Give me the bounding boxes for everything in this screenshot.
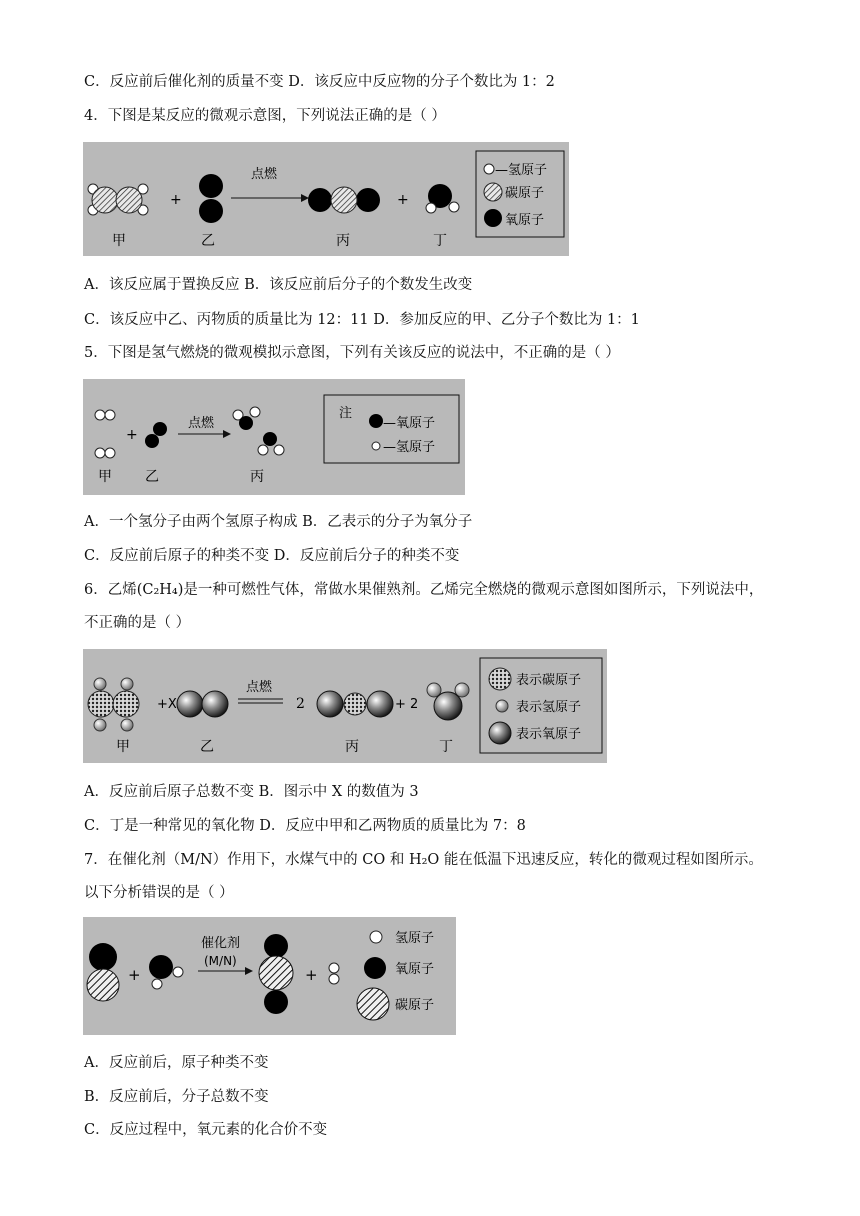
catalyst-label: 催化剂	[201, 936, 241, 951]
svg-text:—氧原子: —氧原子	[383, 416, 436, 431]
molecule-jia	[88, 184, 148, 215]
q5-reaction-figure	[83, 379, 465, 495]
plus-2: +	[305, 966, 318, 984]
label-jia: 甲	[112, 233, 126, 249]
label-yi: 乙	[201, 233, 215, 249]
molecule-jia	[88, 678, 139, 731]
legend	[480, 658, 602, 753]
molecule-bing	[308, 187, 380, 213]
molecule-bing	[233, 407, 284, 455]
svg-text:表示碳原子: 表示碳原子	[516, 673, 582, 688]
molecule-yi	[177, 691, 228, 717]
legend	[357, 931, 434, 1020]
q7-stem-line2: 以下分析错误的是（ ）	[84, 885, 234, 901]
reaction-condition: 点燃	[188, 416, 215, 431]
q4-options-cd: C．该反应中乙、丙物质的质量比为 12：11 D．参加反应的甲、乙分子个数比为 1：1	[84, 312, 640, 328]
q6-options-cd: C．丁是一种常见的氧化物 D．反应中甲和乙两物质的质量比为 7：8	[84, 818, 526, 834]
molecule-bing	[317, 691, 393, 717]
svg-text:氢原子: 氢原子	[395, 931, 435, 946]
q6-reaction-figure	[83, 649, 607, 763]
label-ding: 丁	[439, 739, 453, 755]
q7-option-c: C．反应过程中，氧元素的化合价不变	[84, 1122, 328, 1138]
q7-reaction-figure	[83, 917, 456, 1035]
svg-text:氧原子: 氧原子	[505, 213, 545, 228]
q4-stem: 4．下图是某反应的微观示意图，下列说法正确的是（ ）	[84, 108, 446, 124]
q4-options-ab: A．该反应属于置换反应 B．该反应前后分子的个数发生改变	[84, 277, 473, 293]
svg-text:氧原子: 氧原子	[395, 962, 435, 977]
svg-text:注: 注	[339, 406, 353, 421]
catalyst-formula: (M/N)	[204, 954, 237, 968]
molecule-co	[87, 943, 119, 1001]
molecule-h2o	[149, 955, 183, 989]
molecule-ding	[427, 683, 469, 720]
q6-stem-line2: 不正确的是（ ）	[84, 615, 191, 631]
molecule-yi	[145, 422, 167, 448]
molecule-yi	[199, 174, 223, 223]
coefficient-ding: + 2	[395, 697, 419, 712]
svg-text:碳原子: 碳原子	[395, 998, 435, 1013]
svg-text:—氢原子: —氢原子	[495, 163, 548, 178]
coefficient-bing: 2	[296, 696, 305, 712]
q7-stem-line1: 7．在催化剂（M/N）作用下，水煤气中的 CO 和 H₂O 能在低温下迅速反应，转化的微观过程如图所示。	[84, 852, 763, 868]
svg-text:表示氧原子: 表示氧原子	[516, 727, 582, 742]
q4-reaction-figure	[83, 142, 569, 256]
molecule-h2	[329, 963, 339, 984]
plus-2: +	[397, 192, 409, 208]
molecule-jia	[95, 410, 115, 458]
q5-stem: 5．下图是氢气燃烧的微观模拟示意图，下列有关该反应的说法中，不正确的是（ ）	[84, 345, 620, 361]
label-yi: 乙	[145, 469, 159, 485]
molecule-ding	[426, 184, 459, 213]
svg-text:表示氢原子: 表示氢原子	[516, 700, 582, 715]
q6-stem-line1: 6．乙烯(C₂H₄)是一种可燃性气体，常做水果催熟剂。乙烯完全燃烧的微观示意图如图所示，下列说法中，	[84, 582, 764, 598]
label-jia: 甲	[98, 469, 112, 485]
reaction-condition: 点燃	[251, 167, 278, 182]
label-yi: 乙	[200, 739, 214, 755]
q5-options-ab: A．一个氢分子由两个氢原子构成 B．乙表示的分子为氧分子	[84, 514, 473, 530]
plus: +	[126, 427, 138, 443]
svg-text:—氢原子: —氢原子	[383, 440, 436, 455]
q7-option-a: A．反应前后，原子种类不变	[84, 1055, 269, 1071]
label-jia: 甲	[116, 739, 130, 755]
molecule-co2	[259, 934, 293, 1014]
plus-1: +	[170, 192, 182, 208]
svg-text:碳原子: 碳原子	[505, 186, 545, 201]
label-bing: 丙	[336, 233, 350, 249]
q7-option-b: B．反应前后，分子总数不变	[84, 1089, 269, 1105]
legend	[476, 151, 564, 237]
label-bing: 丙	[250, 469, 264, 485]
label-bing: 丙	[345, 739, 359, 755]
plus-1: +	[128, 966, 141, 984]
reaction-condition: 点燃	[246, 680, 273, 695]
label-ding: 丁	[433, 233, 447, 249]
q3-options-cd: C．反应前后催化剂的质量不变 D．该反应中反应物的分子个数比为 1：2	[84, 74, 555, 90]
legend	[324, 395, 459, 463]
q5-options-cd: C．反应前后原子的种类不变 D．反应前后分子的种类不变	[84, 548, 460, 564]
q6-options-ab: A．反应前后原子总数不变 B．图示中 X 的数值为 3	[84, 784, 419, 800]
x-coefficient: +X	[157, 697, 177, 712]
